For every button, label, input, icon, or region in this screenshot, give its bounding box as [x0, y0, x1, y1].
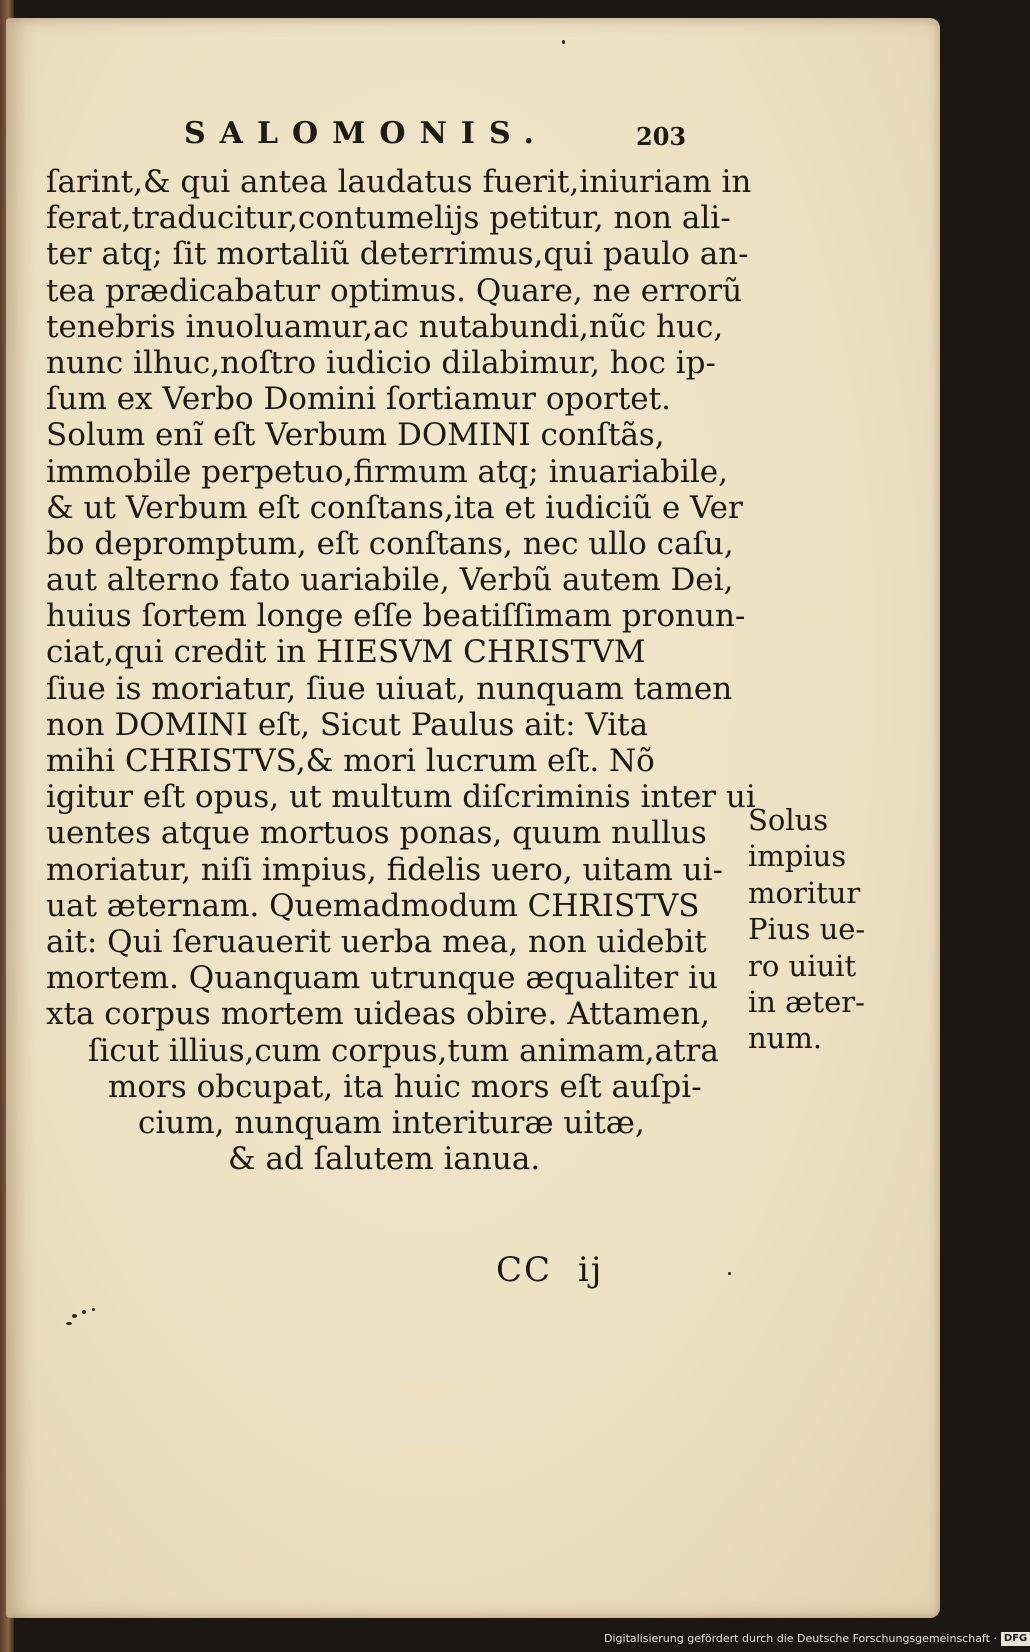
marginal-line: impius — [748, 839, 847, 874]
ink-speck — [82, 1310, 86, 1314]
text-line: mortem. Quanquam utrunque æqualiter iu — [46, 960, 718, 997]
marginal-line: Pius ue- — [748, 912, 866, 947]
ink-speck — [66, 1322, 72, 1325]
marginal-line: Solus — [748, 803, 829, 837]
ink-speck — [72, 1314, 77, 1318]
text-line: tenebris inuoluamur,ac nutabundi,nũc huc, — [46, 308, 724, 345]
text-line: xta corpus mortem uideas obire. Attamen, — [46, 996, 711, 1033]
marginal-line: ro uiuit — [748, 948, 857, 983]
text-line: immobile perpetuo,firmum atq; inuariabile, — [46, 453, 728, 490]
signature-numeral: ij — [578, 1250, 604, 1290]
dfg-logo: DFG — [1001, 1632, 1030, 1646]
text-line: non DOMINI eſt, Sicut Paulus ait: Vita — [46, 706, 649, 743]
ink-speck — [92, 1308, 95, 1311]
text-line-tapered: mors obcupat, ita huic mors eſt auſpi- — [108, 1068, 702, 1105]
text-line: ſiue is moriatur, ſiue uiuat, nunquam tamen — [46, 670, 733, 707]
text-line: uat æternam. Quemadmodum CHRISTVS — [46, 887, 700, 924]
book-page — [6, 18, 940, 1618]
ink-speck — [562, 40, 565, 44]
text-line: nunc ilhuc,noſtro iudicio dilabimur, hoc ip- — [46, 344, 716, 381]
text-line: bo depromptum, eſt conſtans, nec ullo caſu, — [46, 525, 734, 562]
signature-mark — [496, 1250, 603, 1290]
signature-letters: CC — [496, 1250, 553, 1290]
marginal-note — [748, 802, 898, 1057]
text-line: ferat,traducitur,contumelijs petitur, non ali- — [46, 200, 731, 237]
digitization-credit — [604, 1630, 1028, 1648]
text-line: igitur eſt opus, ut multum diſcriminis inter ui — [46, 779, 756, 816]
text-line: ſum ex Verbo Domini ſortiamur oportet. — [46, 381, 671, 418]
credit-text: Digitalisierung gefördert durch die Deutsche Forschungsgemeinschaft · — [604, 1632, 997, 1645]
marginal-line: num. — [748, 1021, 823, 1056]
text-line: Solum enĩ eſt Verbum DOMINI conſtãs, — [46, 417, 665, 454]
page-number: 203 — [636, 122, 687, 151]
text-line: aut alterno fato uariabile, Verbũ autem Dei, — [46, 562, 734, 599]
marginal-line: in æter- — [748, 985, 865, 1020]
text-line: huius ſortem longe eſſe beatiſſimam pronun- — [46, 598, 746, 635]
text-line: & ut Verbum eſt conſtans,ita et iudiciũ e Ver — [46, 489, 743, 526]
main-text-block — [46, 164, 756, 1178]
text-line: tea prædicabatur optimus. Quare, ne errorũ — [46, 272, 743, 309]
text-line: ait: Qui ſeruauerit uerba mea, non uidebit — [46, 923, 707, 960]
text-line: ſarint,& qui antea laudatus fuerit,iniuriam in — [46, 164, 752, 200]
marginal-line: moritur — [748, 875, 861, 910]
page-header — [184, 116, 687, 156]
text-line: mihi CHRISTVS,& mori lucrum eſt. Nõ — [46, 743, 655, 779]
text-line-tapered: ſicut illius,cum corpus,tum animam,atra — [88, 1032, 719, 1069]
text-line: ter atq; ſit mortaliũ deterrimus,qui paulo an- — [46, 236, 749, 273]
text-line: ciat,qui credit in HIESVM CHRISTVM — [46, 634, 646, 671]
text-line-tapered: cium, nunquam interituræ uitæ, — [138, 1104, 645, 1141]
text-line: moriatur, niſi impius, fidelis uero, uitam ui- — [46, 851, 723, 888]
text-line: uentes atque mortuos ponas, quum nullus — [46, 815, 707, 852]
running-head: SALOMONIS. — [184, 116, 549, 151]
ink-speck — [728, 1272, 731, 1275]
text-line-tapered: & ad ſalutem ianua. — [228, 1141, 541, 1178]
